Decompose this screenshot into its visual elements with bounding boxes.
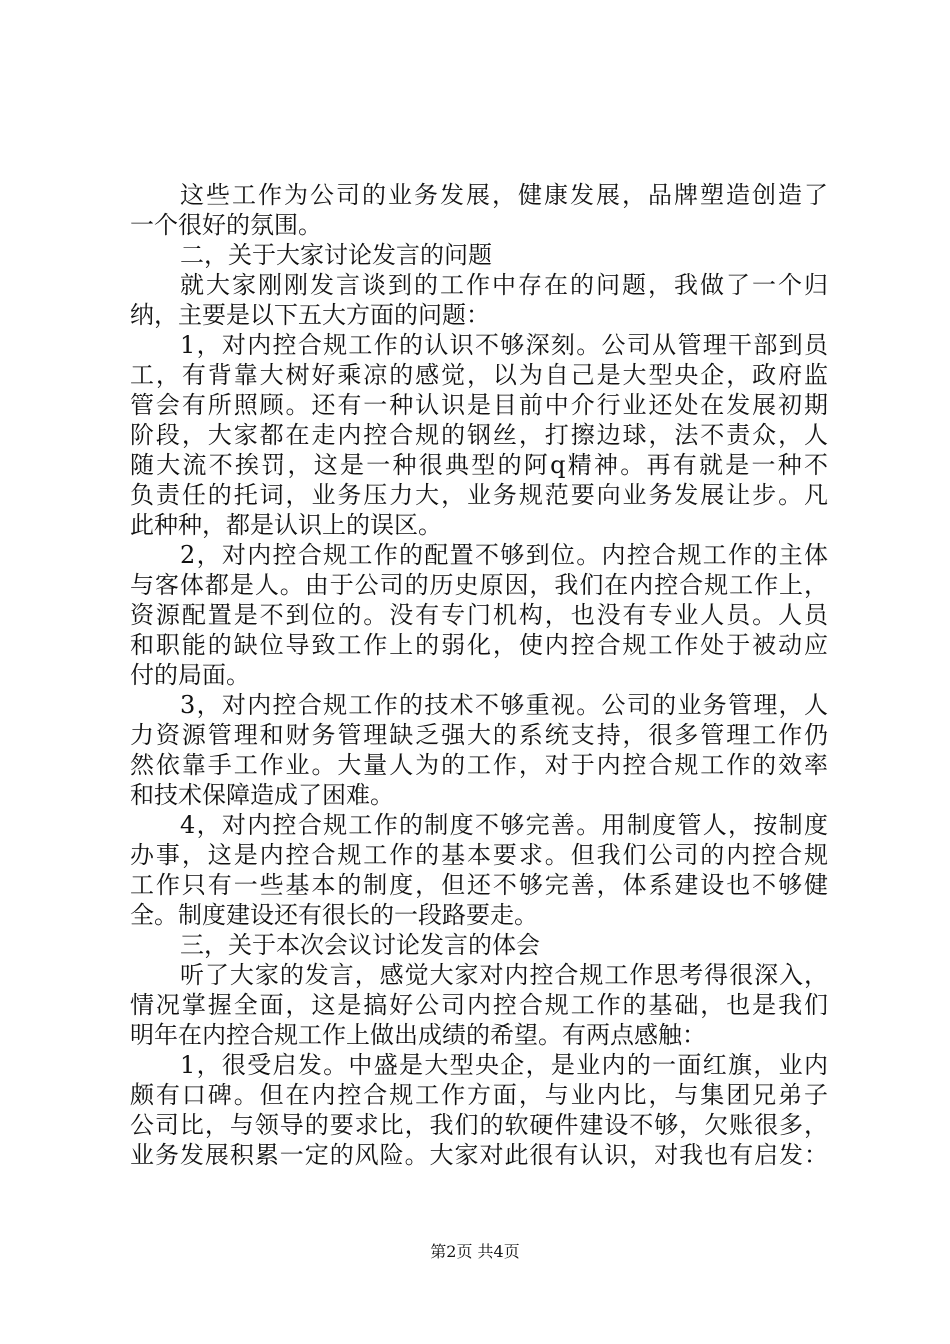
text-line: 就大家刚刚发言谈到的工作中存在的问题，我做了一个归 xyxy=(180,271,828,299)
text-line: 颇有口碑。但在内控合规工作方面，与业内比，与集团兄弟子 xyxy=(130,1081,828,1109)
text-line: 与客体都是人。由于公司的历史原因，我们在内控合规工作上， xyxy=(130,571,828,599)
text-line: 1，很受启发。中盛是大型央企，是业内的一面红旗，业内 xyxy=(180,1051,828,1079)
text-line: 业务发展积累一定的风险。大家对此很有认识，对我也有启发： xyxy=(130,1141,828,1169)
text-line: 然依靠手工作业。大量人为的工作，对于内控合规工作的效率 xyxy=(130,751,828,779)
text-line: 力资源管理和财务管理缺乏强大的系统支持，很多管理工作仍 xyxy=(130,721,828,749)
text-line: 工作只有一些基本的制度，但还不够完善，体系建设也不够健 xyxy=(130,871,828,899)
text-line: 工，有背靠大树好乘凉的感觉，以为自己是大型央企，政府监 xyxy=(130,361,828,389)
text-line: 明年在内控合规工作上做出成绩的希望。有两点感触： xyxy=(130,1021,706,1049)
text-line: 1，对内控合规工作的认识不够深刻。公司从管理干部到员 xyxy=(180,331,828,359)
text-line: 一个很好的氛围。 xyxy=(130,211,322,239)
text-line: 阶段，大家都在走内控合规的钢丝，打擦边球，法不责众，人 xyxy=(130,421,828,449)
text-line: 3，对内控合规工作的技术不够重视。公司的业务管理，人 xyxy=(180,691,828,719)
text-line: 和技术保障造成了困难。 xyxy=(130,781,394,809)
text-line: 2，对内控合规工作的配置不够到位。内控合规工作的主体 xyxy=(180,541,828,569)
text-line: 付的局面。 xyxy=(130,661,250,689)
text-line: 全。制度建设还有很长的一段路要走。 xyxy=(130,901,538,929)
text-line: 情况掌握全面，这是搞好公司内控合规工作的基础，也是我们 xyxy=(130,991,828,1019)
text-line: 和职能的缺位导致工作上的弱化，使内控合规工作处于被动应 xyxy=(130,631,828,659)
text-line: 随大流不挨罚，这是一种很典型的阿q精神。再有就是一种不 xyxy=(130,451,828,479)
section-heading: 二，关于大家讨论发言的问题 xyxy=(180,241,492,269)
text-line: 4，对内控合规工作的制度不够完善。用制度管人，按制度 xyxy=(180,811,828,839)
text-line: 此种种，都是认识上的误区。 xyxy=(130,511,442,539)
text-line: 管会有所照顾。还有一种认识是目前中介行业还处在发展初期 xyxy=(130,391,828,419)
text-line: 办事，这是内控合规工作的基本要求。但我们公司的内控合规 xyxy=(130,841,828,869)
text-line: 负责任的托词，业务压力大，业务规范要向业务发展让步。凡 xyxy=(130,481,828,509)
text-line: 这些工作为公司的业务发展，健康发展，品牌塑造创造了 xyxy=(180,181,828,209)
text-line: 资源配置是不到位的。没有专门机构，也没有专业人员。人员 xyxy=(130,601,828,629)
text-line: 公司比，与领导的要求比，我们的软硬件建设不够，欠账很多， xyxy=(130,1111,828,1139)
text-line: 纳，主要是以下五大方面的问题： xyxy=(130,301,490,329)
page-footer: 第2页 共4页 xyxy=(430,1242,520,1261)
text-line: 听了大家的发言，感觉大家对内控合规工作思考得很深入， xyxy=(180,961,828,989)
section-heading: 三，关于本次会议讨论发言的体会 xyxy=(180,931,540,959)
